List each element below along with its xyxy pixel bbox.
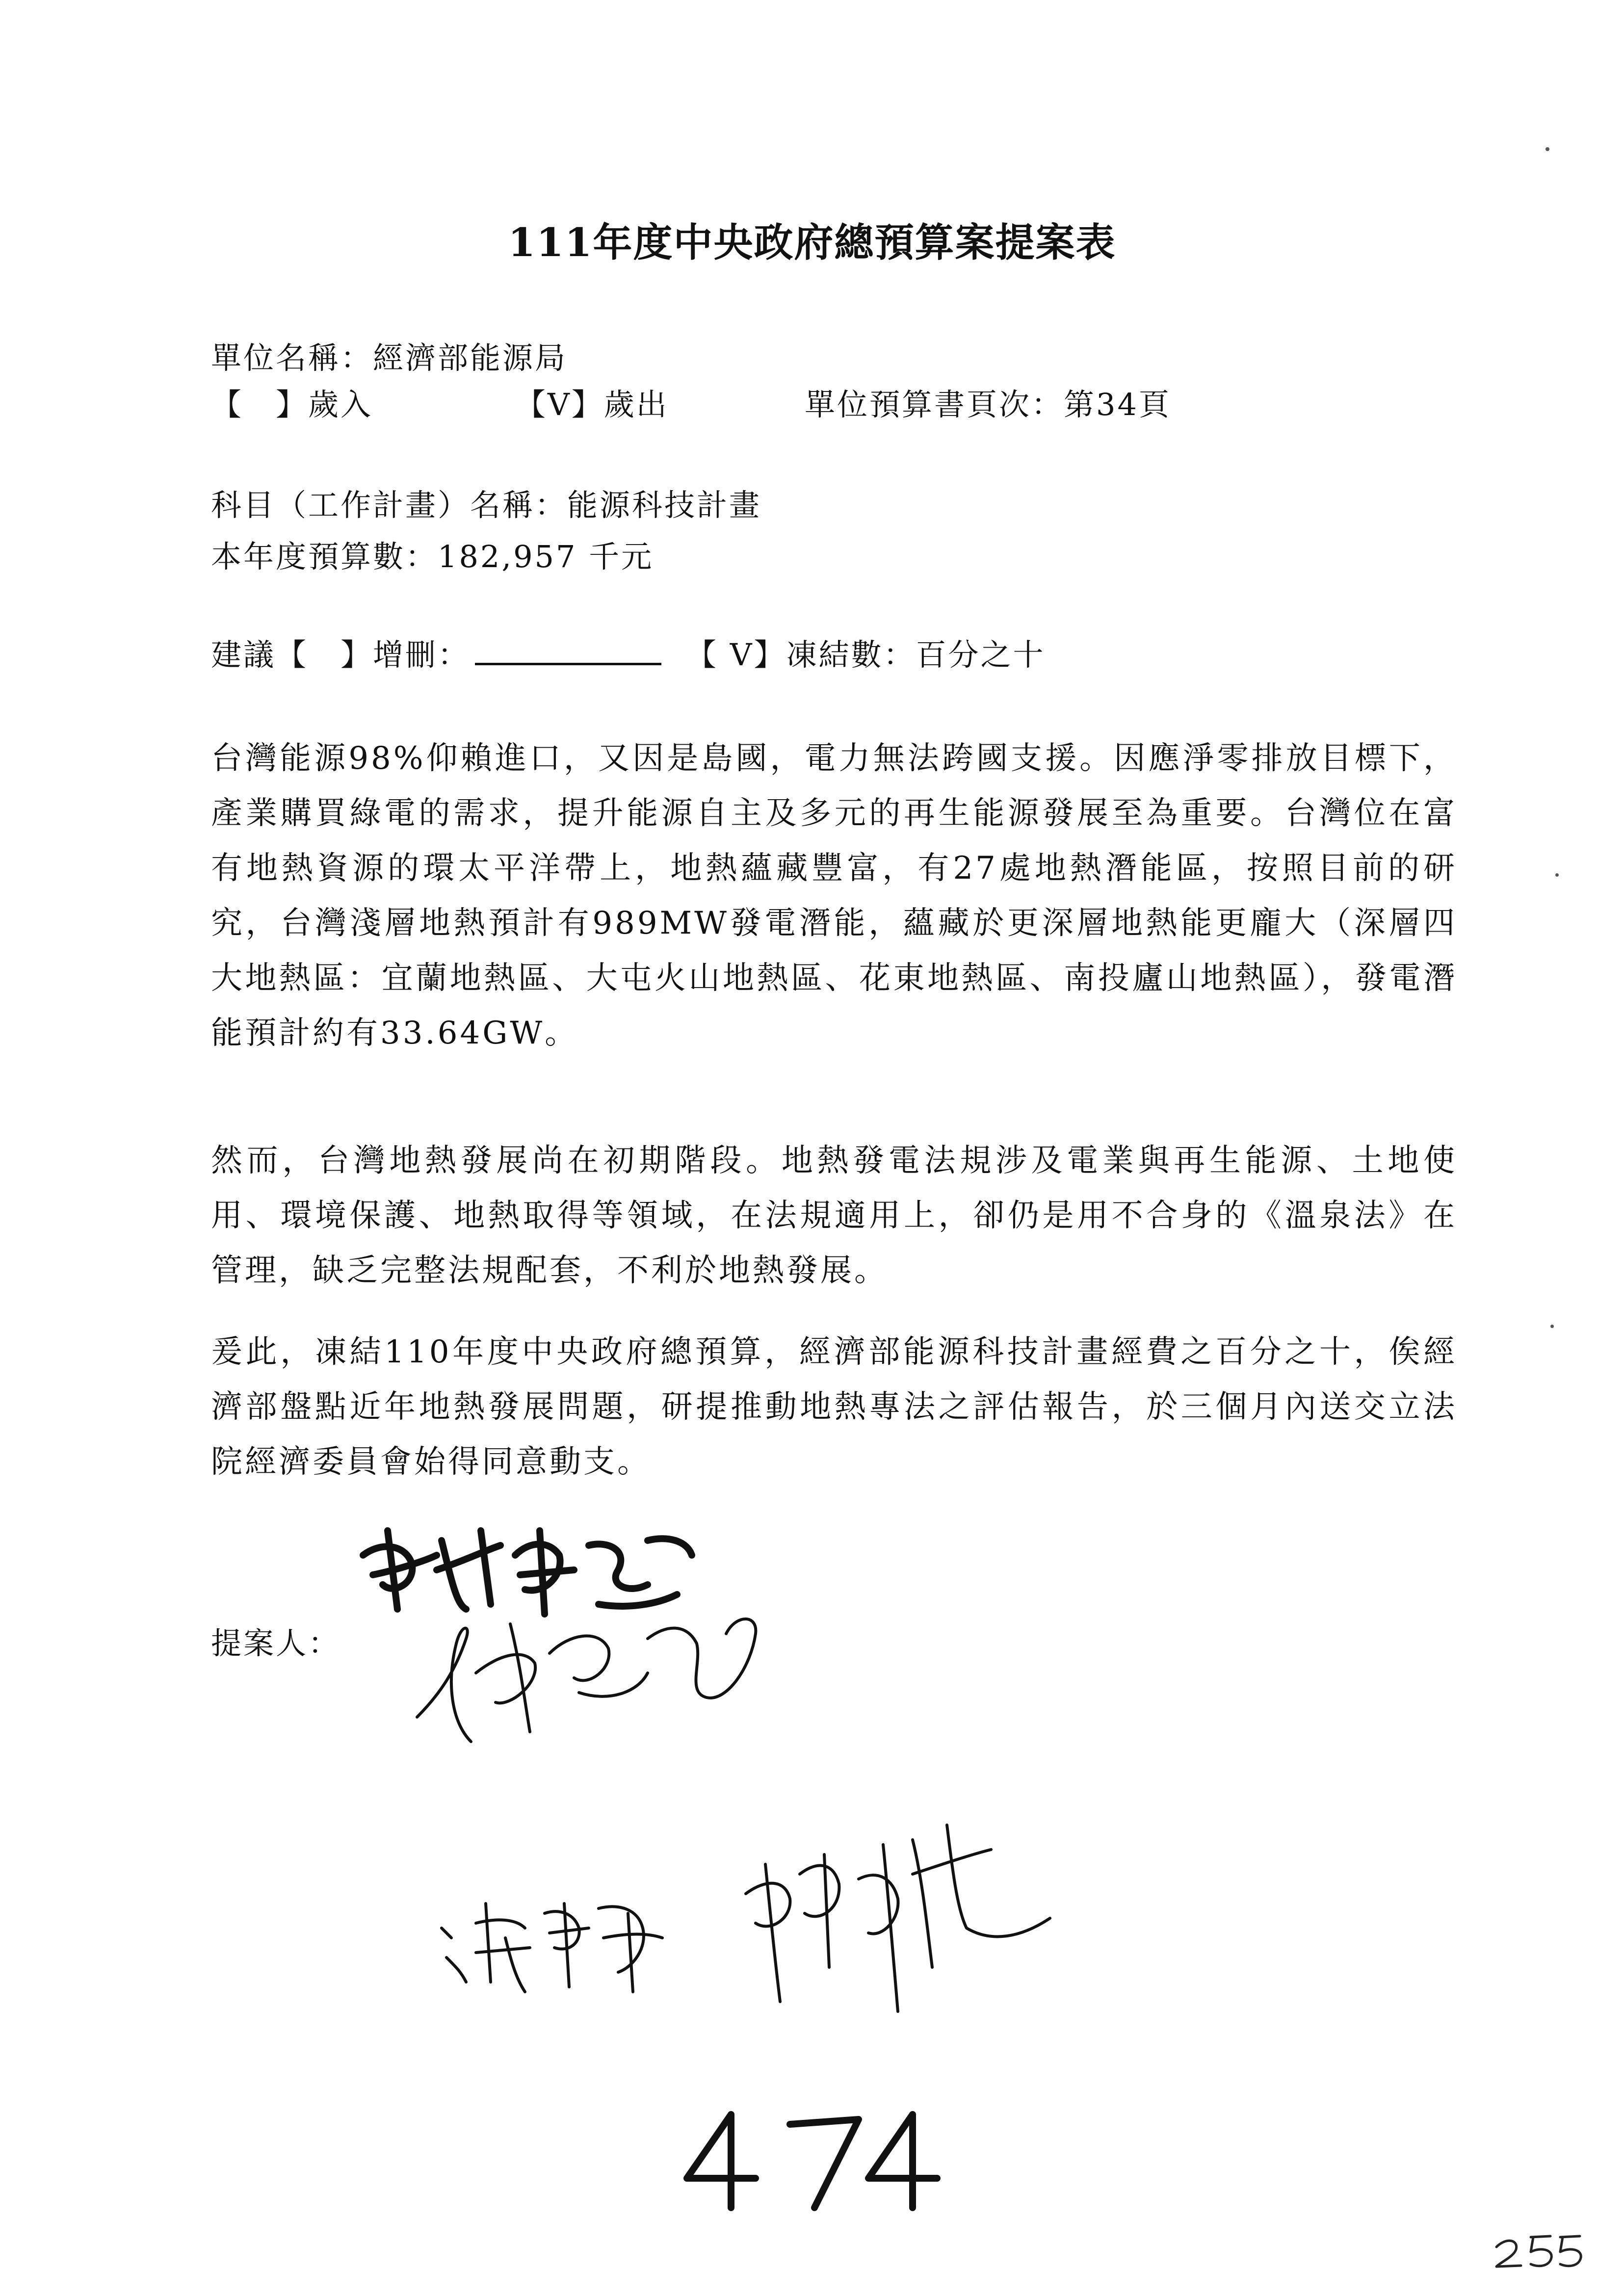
proposer-label: 提案人： — [211, 1625, 341, 1661]
suggestion-row — [211, 630, 1046, 674]
unit-name-value: 經濟部能源局 — [373, 340, 568, 376]
item-name-label: 科目（工作計畫）名稱： — [211, 487, 568, 523]
expense-label: 歲出 — [603, 387, 669, 422]
unit-name-row — [211, 334, 567, 377]
signature-2 — [412, 1594, 765, 1753]
freeze-label: 凍結數： — [786, 637, 916, 673]
page-reference — [805, 380, 1171, 424]
signature-3 — [432, 1874, 687, 2004]
budget-amount-label: 本年度預算數： — [211, 539, 438, 574]
page-ref-label: 單位預算書頁次： — [805, 387, 1064, 422]
budget-amount-value: 182,957 千元 — [438, 539, 654, 574]
cut-label: 增刪： — [373, 637, 471, 673]
budget-type-row — [211, 380, 373, 424]
item-name-row — [211, 481, 761, 524]
unit-name-label: 單位名稱： — [211, 340, 373, 376]
scan-speck — [1550, 1325, 1554, 1328]
signature-4 — [736, 1805, 1060, 2023]
handwritten-corner-mark — [1492, 2227, 1590, 2273]
paragraph-freeze-resolution: 爰此，凍結110年度中央政府總預算，經濟部能源科技計畫經費之百分之十，俟經濟部盤點近年地熱發展問題，研提推動地熱專法之評估報告，於三個月內送交立法院經濟委員會始得同意動支。 — [211, 1334, 1457, 1480]
page-ref-value: 第34頁 — [1064, 387, 1171, 422]
scan-speck — [1545, 147, 1549, 151]
revenue-label: 歲入 — [308, 387, 373, 422]
cut-checkbox: 【 】 — [276, 637, 373, 673]
expense-checkbox: 【V】 — [515, 387, 604, 422]
paragraph-geothermal-background: 台灣能源98%仰賴進口，又因是島國，電力無法跨國支援。因應淨零排放目標下，產業購買綠電的需求，提升能源自主及多元的再生能源發展至為重要。台灣位在富有地熱資源的環太平洋帶上，地熱蘊藏豐富，有27處地熱潛能區，按照目前的研究，台灣淺層地熱預計有989MW發電潛能，蘊藏於更深層地熱能更龐大（深層四大地熱區：宜蘭地熱區、大屯火山地熱區、花東地熱區、南投廬山地熱區），發電潛能預計約有33.64GW。 — [211, 740, 1457, 1051]
suggestion-label: 建議 — [211, 637, 276, 673]
freeze-value: 百分之十 — [916, 637, 1046, 673]
freeze-checkbox: 【 V】 — [686, 637, 786, 673]
item-name-value: 能源科技計畫 — [567, 487, 762, 523]
cut-amount-blank — [475, 638, 661, 665]
paragraph-regulation-issues: 然而，台灣地熱發展尚在初期階段。地熱發電法規涉及電業與再生能源、土地使用、環境保護、地熱取得等領域，在法規適用上，卻仍是用不合身的《溫泉法》在管理，缺乏完整法規配套，不利於地熱發展。 — [211, 1143, 1457, 1289]
revenue-checkbox: 【 】 — [211, 387, 309, 422]
handwritten-page-number — [672, 2105, 947, 2215]
document-title: 111年度中央政府總預算案提案表 — [508, 219, 1116, 265]
scan-speck — [1555, 873, 1559, 877]
expense-option — [515, 380, 669, 424]
budget-amount-row — [211, 532, 654, 576]
